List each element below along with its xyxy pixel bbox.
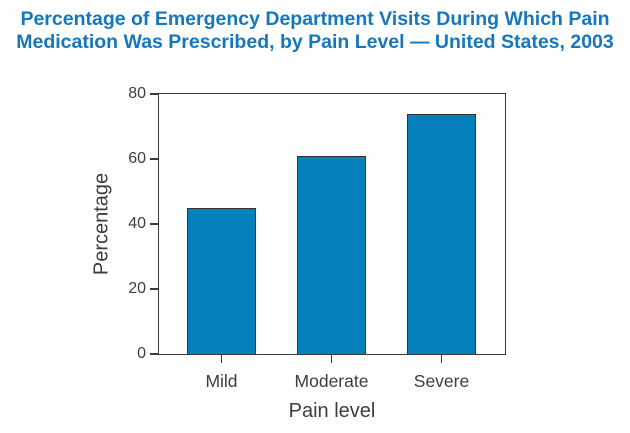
chart-title-line-1: Percentage of Emergency Department Visits During Which Pain — [20, 8, 610, 30]
x-category-label-mild: Mild — [205, 371, 238, 391]
y-tick-mark — [150, 158, 158, 160]
y-tick-mark — [150, 223, 158, 225]
x-category-label-moderate: Moderate — [294, 371, 369, 391]
bar-mild — [187, 208, 256, 354]
x-tick-mark — [441, 355, 443, 363]
y-tick-mark — [150, 288, 158, 290]
x-axis-label: Pain level — [288, 400, 376, 422]
chart-title — [0, 8, 630, 54]
y-tick-label: 80 — [128, 85, 146, 102]
y-tick-label: 40 — [128, 215, 146, 232]
plot-area — [128, 85, 506, 391]
bar-severe — [407, 114, 476, 355]
y-tick-label: 20 — [128, 280, 146, 297]
y-tick-mark — [150, 93, 158, 95]
x-tick-mark — [221, 355, 223, 363]
x-tick-mark — [331, 355, 333, 363]
y-tick-mark — [150, 353, 158, 355]
chart-title-line-2: Medication Was Prescribed, by Pain Level — United States, 2003 — [16, 31, 614, 53]
bar-moderate — [297, 156, 366, 354]
y-tick-label: 60 — [128, 150, 146, 167]
y-axis-label: Percentage — [90, 172, 113, 276]
x-category-label-severe: Severe — [413, 371, 470, 391]
y-tick-label: 0 — [137, 345, 146, 362]
